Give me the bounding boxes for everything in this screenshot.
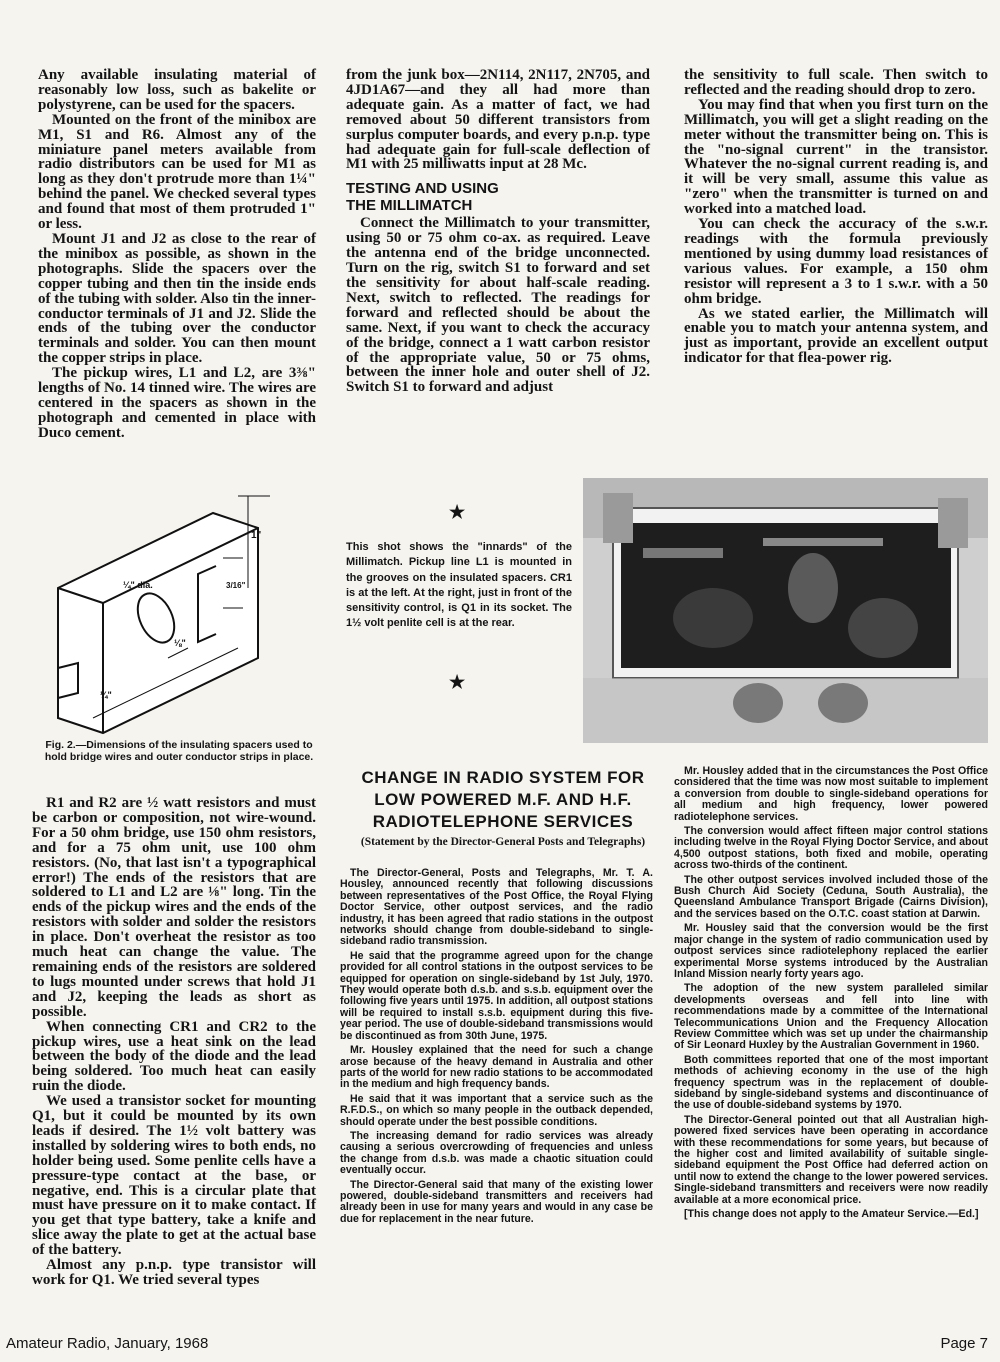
paragraph: The Director-General said that many of the existing lower powered, double-sideband transmitters and receivers had already been in use for many years and would in any case be due for replacement in the near future.	[340, 1178, 653, 1225]
paragraph: The Director-General, Posts and Telegraphs, Mr. T. A. Housley, announced recently that following discussions between representatives of the Post Office, the Royal Flying Doctor Service, other outpost services, and the radio industry, it has been agreed that radio stations in the outpost networks should change from double-sideband to single-sideband radio transmission.	[340, 867, 653, 948]
paragraph: Connect the Millimatch to your transmitter, using 50 or 75 ohm co-ax. as required. Leave the antenna end of the bridge unconnected. Turn on the rig, switch S1 to forward and set the sensitivity for about half-scale reading. Next, switch to reflected. The readings for forward and reflected should be about the same. Next, if you want to check the accuracy of the bridge, connect a 1 watt carbon resistor of the appropriate value, 50 or 75 ohms, between the inner hole and outer shell of J2. Switch S1 to forward and adjust	[346, 215, 650, 396]
paragraph: Almost any p.n.p. type transistor will work for Q1. We tried several types	[32, 1257, 316, 1288]
paragraph: from the junk box—2N114, 2N117, 2N705, and 4JD1A67—and they all had more than adequate gain. As a matter of fact, we had removed about 50 different transistors from surplus computer boards, and every p.n.p. type had adequate gain for full-scale deflection of M1 with 25 milliwatts input at 28 Mc.	[346, 67, 650, 173]
star-ornament: ★	[449, 672, 466, 692]
paragraph: You may find that when you first turn on the Millimatch, you will get a slight reading on the meter without the transmitter being on. This is the "no-signal current" in the transistor. Whatever the no-signal current reading is, and it will be very small, assume this value as "zero" when the transmitter is turned on and worked into a matched load.	[684, 96, 988, 218]
paragraph: The increasing demand for radio services was already causing a serious overcrowding of frequencies and unless the change from d.s.b. was made a chaotic situation could eventually occur.	[340, 1129, 653, 1177]
dim-hole-label: ¼" dia.	[123, 580, 153, 590]
footer-publication: Amateur Radio, January, 1968	[6, 1335, 209, 1352]
paragraph: Mr. Housley said that the conversion would be the first major change in the system of radio communication used by outpost services since radiotelephony replaced the earlier experimental Morse systems introduced by the Australian Inland Mission nearly forty years ago.	[674, 922, 988, 980]
millimatch-photo	[583, 478, 988, 743]
paragraph: The adoption of the new system paralleled similar developments overseas and fell into line with recommendations made by a committee of the International Telecommunications Union and the Frequency Allocation Review Committee which was set up under the chairmanship of Sir Leonard Huxley by the Australian Government in 1960.	[674, 982, 988, 1052]
paragraph: The conversion would affect fifteen major control stations including twelve in the Royal Flying Doctor Service, and about 4,500 outpost stations, both fixed and mobile, operating across two-thirds of the continent.	[674, 825, 988, 872]
column-3-top	[684, 68, 988, 366]
paragraph: Mounted on the front of the minibox are M1, S1 and R6. Almost any of the miniature panel meters available from radio distributors can be used for M1 as long as they don't protrude more than 1¼" behind the panel. We checked several types and found that most of them protruded 1" or less.	[38, 111, 316, 233]
paragraph: You can check the accuracy of the s.w.r. readings with the formula previously mentioned by using dummy load resistances of various values. For example, a 150 ohm resistor will represent a 3 to 1 s.w.r. with a 50 ohm bridge.	[684, 216, 988, 307]
paragraph: He said that it was important that a service such as the R.F.D.S., on which so many people in the outback depended, should operate under the best possible conditions.	[340, 1092, 653, 1128]
paragraph: [This change does not apply to the Amateur Service.—Ed.]	[684, 1208, 979, 1221]
paragraph: The Director-General pointed out that all Australian high-powered fixed services have been operating in accordance with these recommendations for some years, but because of the higher cost and limited availability of suitable single-sideband equipment the Post Office had deferred action on until now to extend the change to the lower powered services. Single-sideband transmitters and receivers were now readily available at a more economical price.	[674, 1113, 988, 1206]
paragraph: the sensitivity to full scale. Then switch to reflected and the reading should drop to zero.	[684, 67, 988, 98]
dim-height-label: 1"	[251, 530, 262, 541]
column-1-top	[38, 68, 316, 441]
article-column-b	[674, 766, 988, 1223]
paragraph: Mr. Housley explained that the need for such a change arose because of the heavy demand in Australia and other parts of the world for new radio stations to be accommodated in the medium and high frequency bands.	[340, 1044, 653, 1091]
article-title: CHANGE IN RADIO SYSTEM FOR LOW POWERED M.F. AND H.F. RADIOTELEPHONE SERVICES	[361, 768, 645, 831]
paragraph: He said that the programme agreed upon for the change provided for all control stations in the outpost services to be equipped for operation on single-sideband by 1st July, 1970. They would operate both d.s.b. and s.s.b. equipment over the following five years until 1975. In addition, all outpost stations will be required to install s.s.b. equipment during this five-year period. The use of double-sideband transmissions would be discontinued as from 30th June, 1975.	[340, 949, 653, 1042]
paragraph: Mr. Housley added that in the circumstances the Post Office considered that the time was now most suitable to implement a conversion from double to single-sideband operations for all medium and high frequency, lower powered radiotelephone services.	[674, 765, 988, 823]
paragraph: As we stated earlier, the Millimatch will enable you to match your antenna system, and just as important, provide an excellent output indicator for that flea-power rig.	[684, 305, 988, 367]
paragraph: We used a transistor socket for mounting Q1, but it could be mounted by its own leads if desired. The 1½ volt battery was installed by soldering wires to both ends, no holder being used. Some penlite cells have a pressure-type contact at the base, or negative, end. This is a circular plate that must have pressure on it to make contact. If you get that type battery, take a knife and slice away the plate to get at the actual base of the battery.	[32, 1093, 316, 1259]
dim-slot-width-label: ⅛"	[174, 638, 186, 648]
article-subtitle: (Statement by the Director-General Posts and Telegraphs)	[360, 836, 646, 848]
paragraph: Both committees reported that one of the most important methods of achieving economy in the use of the high frequency spectrum was in the replacement of double-sideband by single-sideband systems and discontinuance of the use of double-sideband systems by 1970.	[674, 1053, 988, 1112]
photo-caption: This shot shows the "innards" of the Millimatch. Pickup line L1 is mounted in the grooves on the insulated spacers. CR1 is at the left. At the right, just in front of the sensitivity control, is Q1 in its socket. The 1½ volt penlite cell is at the rear.	[346, 541, 572, 630]
paragraph: R1 and R2 are ½ watt resistors and must be carbon or composition, not wire-wound. For a 50 ohm bridge, use 150 ohm resistors, and for a 75 ohm unit, use 100 ohm resistors. (No, that last isn't a typographical error!) The ends of the resistors that are soldered to L1 and L2 are ⅛" long. Tin the ends of the pickup wires and the ends of the resistors with solder and solder the resistors in place. Don't overheat the resistor as too much heat can change the value. The remaining ends of the resistors are soldered to lugs mounted under screws that hold J1 and J2, keeping the leads as short as possible.	[32, 795, 316, 1020]
footer-page-number: Page 7	[940, 1335, 988, 1352]
section-heading: TESTING AND USING THE MILLIMATCH	[346, 180, 499, 215]
paragraph: The pickup wires, L1 and L2, are 3⅜" lengths of No. 14 tinned wire. The wires are centered in the spacers as shown in the photograph and cemented in place with Duco cement.	[38, 365, 316, 441]
paragraph: Any available insulating material of reasonably low loss, such as bakelite or polystyrene, can be used for the spacers.	[38, 67, 316, 113]
spacer-dimension-drawing	[38, 488, 328, 738]
figure-caption: Fig. 2.—Dimensions of the insulating spacers used to hold bridge wires and outer conductor strips in place.	[44, 739, 314, 763]
paragraph: When connecting CR1 and CR2 to the pickup wires, use a heat sink on the lead between the body of the diode and the lead being soldered. Too much heat can easily ruin the diode.	[32, 1018, 316, 1095]
dim-slot-depth-label: 3/16"	[226, 581, 246, 590]
paragraph: Mount J1 and J2 as close to the rear of the minibox as possible, as shown in the photographs. Slide the spacers over the copper tubing and then tin the inside ends of the tubing with solder. Also tin the inner-conductor terminals of J1 and J2. Slide the ends of the tubing over the conductor terminals and solder. You can then mount the copper strips in place.	[38, 230, 316, 367]
column-1-bottom	[32, 796, 316, 1288]
paragraph: The other outpost services involved included those of the Bush Church Aid Society (Ceduna, South Australia), the Queensland Ambulance Transport Brigade (Cairns Division), and the services based on the O.T.C. coast station at Darwin.	[674, 873, 988, 920]
column-2-top	[346, 68, 650, 395]
star-ornament: ★	[449, 502, 466, 522]
dim-thickness-label: ¼"	[100, 690, 112, 700]
article-column-a	[340, 868, 653, 1228]
